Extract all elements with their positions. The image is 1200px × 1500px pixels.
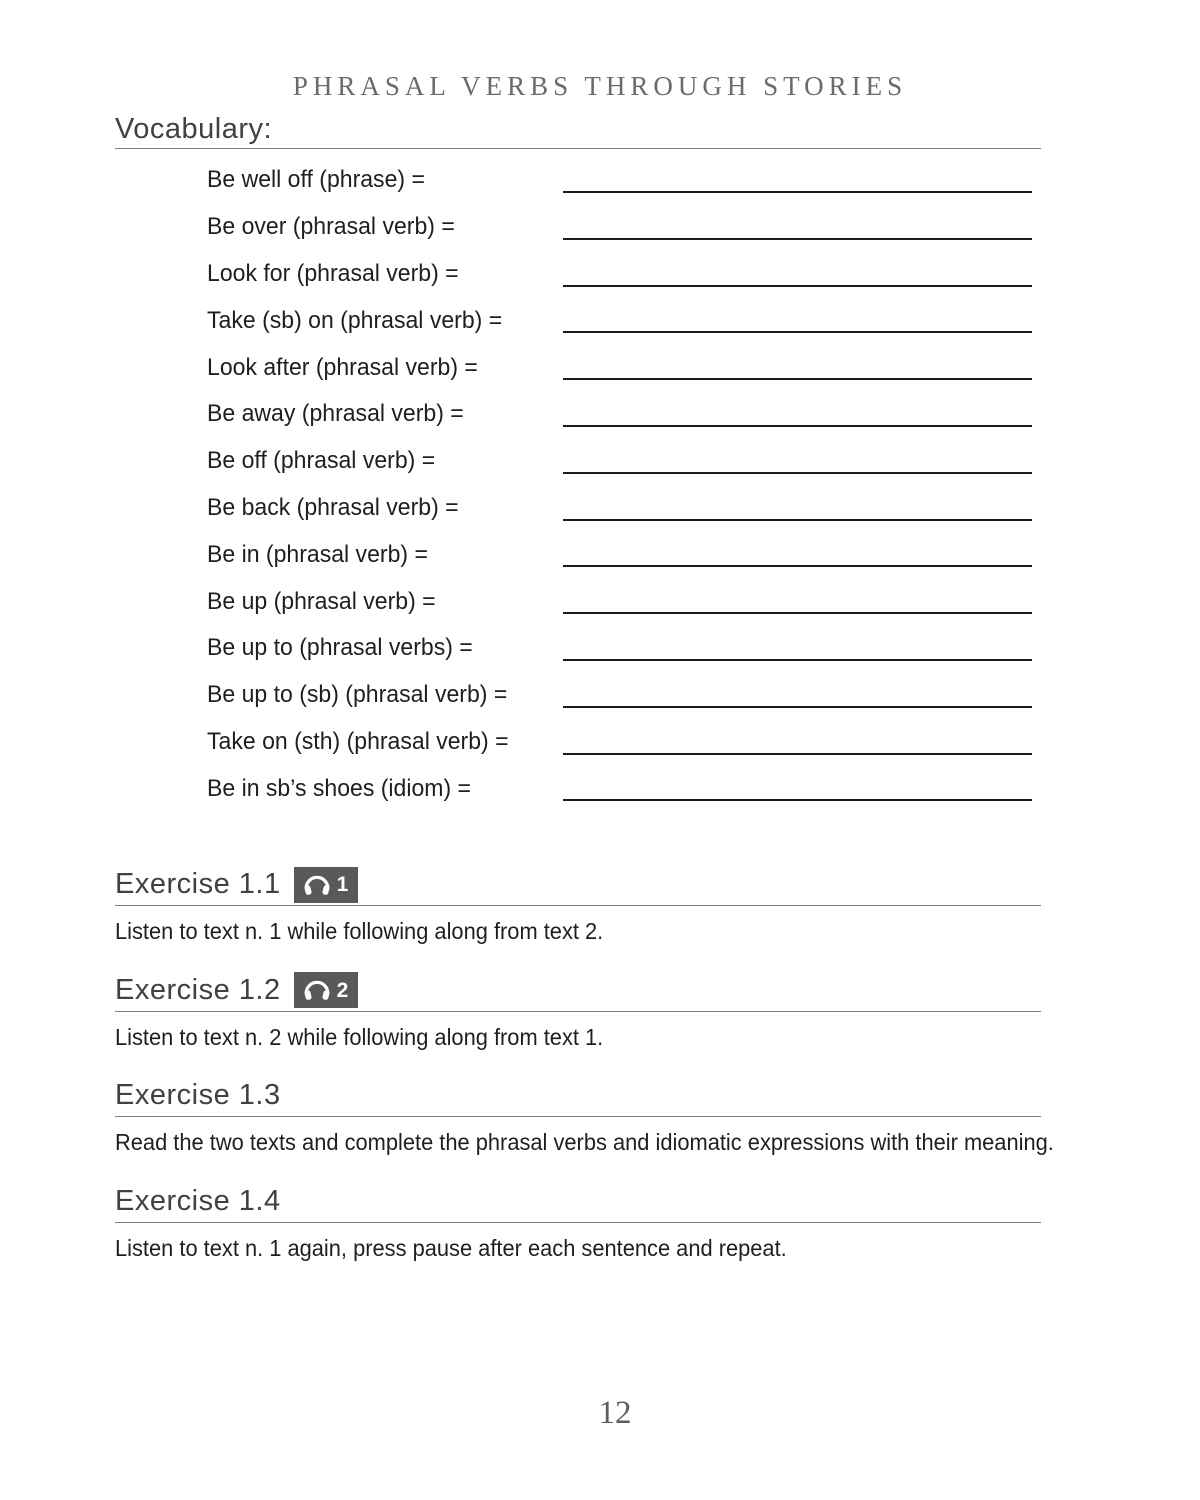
vocab-answer-blank <box>563 425 1032 427</box>
vocab-term: Be in sb’s shoes (idiom) = <box>207 774 472 802</box>
vocab-term: Be off (phrasal verb) = <box>207 447 436 475</box>
exercise-instruction: Listen to text n. 1 again, press pause after each sentence and repeat. <box>115 1234 787 1261</box>
exercise-heading: Exercise 1.1 <box>115 868 281 901</box>
vocabulary-list <box>115 157 1041 812</box>
vocab-row <box>115 344 1041 391</box>
page-content <box>115 0 1054 1263</box>
vocab-term: Be over (phrasal verb) = <box>207 213 455 241</box>
vocab-row <box>115 765 1041 812</box>
vocab-answer-blank <box>563 753 1032 755</box>
vocab-term: Look for (phrasal verb) = <box>207 259 459 287</box>
vocab-answer-blank <box>563 565 1032 567</box>
vocab-term: Be well off (phrase) = <box>207 166 425 194</box>
exercise-heading-rule <box>115 1222 1041 1223</box>
exercise-heading-row <box>115 1183 1041 1220</box>
exercise-heading-rule <box>115 1011 1041 1012</box>
exercise-section-1-4 <box>115 1183 1041 1263</box>
exercise-heading: Exercise 1.4 <box>115 1184 281 1217</box>
audio-track-badge <box>294 867 359 903</box>
vocab-row <box>115 578 1041 625</box>
vocab-answer-blank <box>563 238 1032 240</box>
vocab-answer-blank <box>563 191 1032 193</box>
vocab-row <box>115 391 1041 438</box>
exercise-instruction: Read the two texts and complete the phrasal verbs and idiomatic expressions with their meaning. <box>115 1129 1054 1156</box>
vocab-term: Take on (sth) (phrasal verb) = <box>207 727 509 755</box>
vocab-term: Be up to (phrasal verbs) = <box>207 634 473 662</box>
vocab-answer-blank <box>563 706 1032 708</box>
vocab-answer-blank <box>563 472 1032 474</box>
headphones-icon <box>304 874 330 896</box>
vocab-row <box>115 438 1041 485</box>
exercise-heading-row <box>115 866 1041 903</box>
audio-track-number: 1 <box>336 873 349 897</box>
exercise-heading-rule <box>115 1116 1041 1117</box>
vocab-answer-blank <box>563 285 1032 287</box>
vocab-term: Be away (phrasal verb) = <box>207 400 464 428</box>
exercise-section-1-1 <box>115 866 1041 946</box>
vocab-row <box>115 531 1041 578</box>
vocab-row <box>115 251 1041 298</box>
vocab-row <box>115 719 1041 766</box>
exercise-heading-row <box>115 972 1041 1009</box>
vocab-answer-blank <box>563 378 1032 380</box>
headphones-icon <box>304 979 330 1001</box>
vocab-row <box>115 297 1041 344</box>
vocab-term: Be up to (sb) (phrasal verb) = <box>207 681 508 709</box>
exercise-heading-rule <box>115 905 1041 906</box>
vocab-answer-blank <box>563 331 1032 333</box>
exercise-heading-row <box>115 1077 1041 1114</box>
vocab-term: Take (sb) on (phrasal verb) = <box>207 306 503 334</box>
vocab-answer-blank <box>563 519 1032 521</box>
vocab-row <box>115 157 1041 204</box>
vocab-term: Be back (phrasal verb) = <box>207 493 459 521</box>
page-number: 12 <box>598 1395 632 1431</box>
vocab-answer-blank <box>563 659 1032 661</box>
exercise-instruction: Listen to text n. 1 while following along from text 2. <box>115 918 604 945</box>
vocab-term: Be up (phrasal verb) = <box>207 587 436 615</box>
exercise-heading: Exercise 1.2 <box>115 973 281 1006</box>
exercise-section-1-3 <box>115 1077 1054 1157</box>
vocab-row <box>115 672 1041 719</box>
exercise-heading: Exercise 1.3 <box>115 1079 281 1112</box>
vocab-answer-blank <box>563 799 1032 801</box>
vocab-row <box>115 625 1041 672</box>
vocabulary-heading: Vocabulary: <box>115 113 273 145</box>
audio-track-number: 2 <box>336 978 349 1002</box>
exercise-instruction: Listen to text n. 2 while following along from text 1. <box>115 1023 604 1050</box>
book-title: PHRASAL VERBS THROUGH STORIES <box>292 71 908 101</box>
vocab-term: Be in (phrasal verb) = <box>207 540 428 568</box>
vocab-term: Look after (phrasal verb) = <box>207 353 478 381</box>
vocab-row <box>115 204 1041 251</box>
audio-track-badge <box>294 972 359 1008</box>
vocab-answer-blank <box>563 612 1032 614</box>
exercise-section-1-2 <box>115 972 1041 1052</box>
vocabulary-heading-rule <box>115 148 1041 149</box>
vocab-row <box>115 485 1041 532</box>
